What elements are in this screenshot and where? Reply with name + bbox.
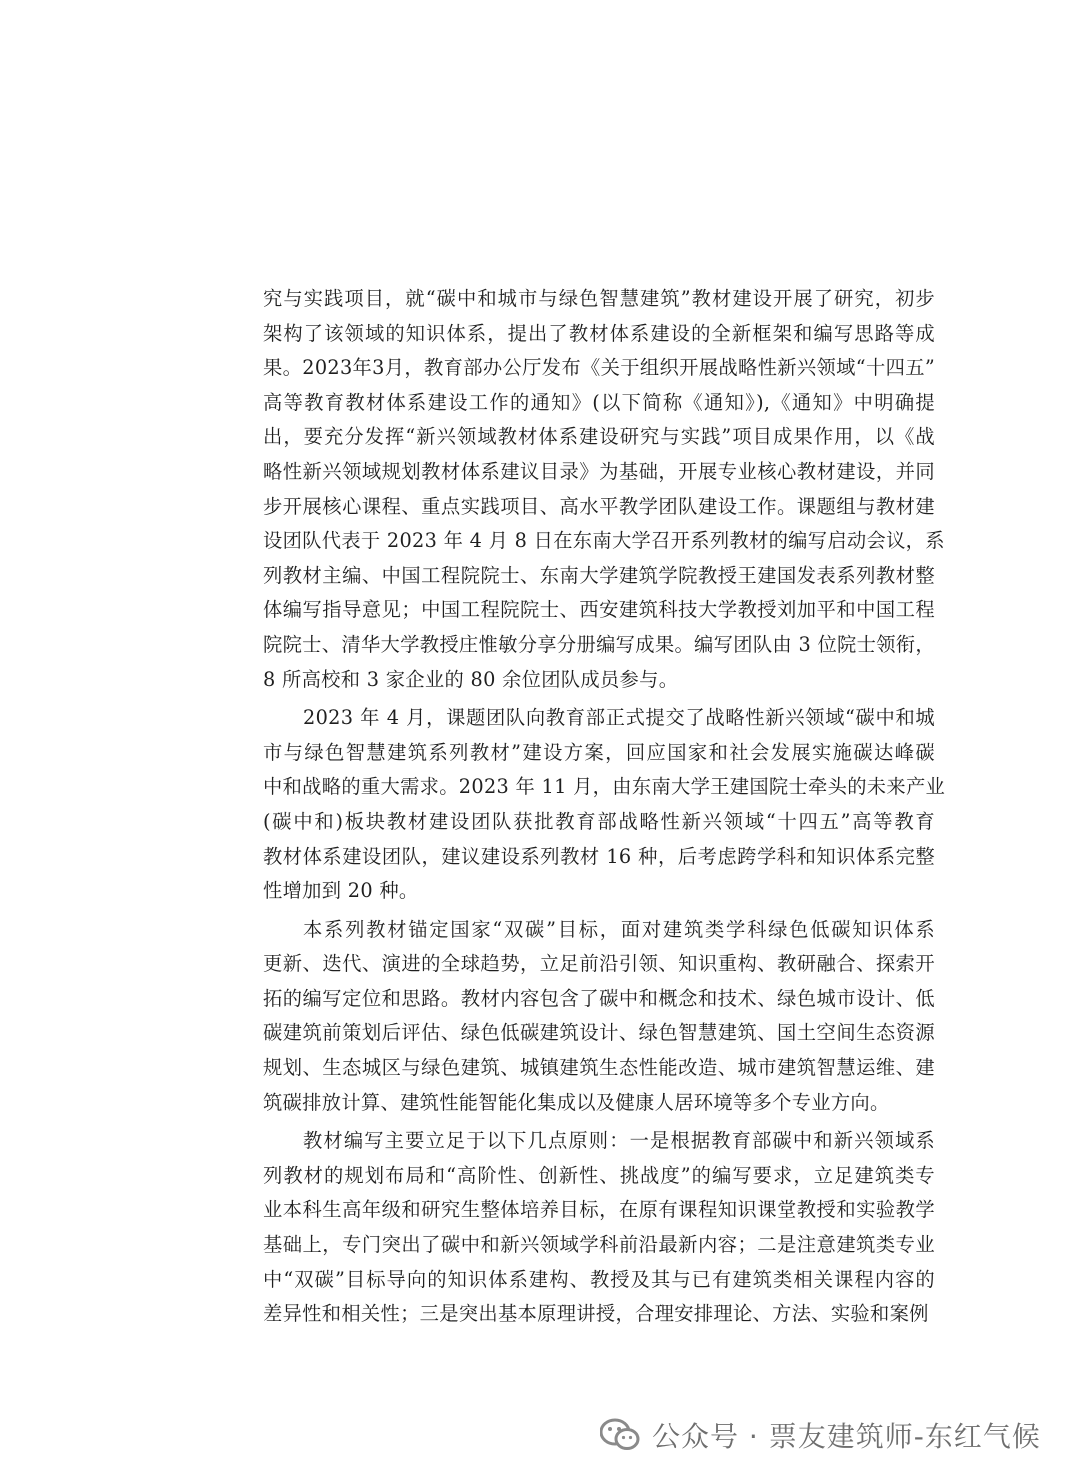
- text-line: 2023 年 4 月，课题团队向教育部正式提交了战略性新兴领域“碳中和城: [303, 706, 935, 730]
- text-line: (碳中和)板块教材建设团队获批教育部战略性新兴领域“十四五”高等教育: [263, 809, 935, 833]
- text-line: 列教材的规划布局和“高阶性、创新性、挑战度”的编写要求，立足建筑类专: [263, 1163, 935, 1187]
- wechat-official-account-icon: [600, 1418, 640, 1452]
- text-line: 中“双碳”目标导向的知识体系建构、教授及其与已有建筑类相关课程内容的: [263, 1267, 935, 1291]
- text-line: 教材体系建设团队，建议建设系列教材 16 种，后考虑跨学科和知识体系完整: [263, 844, 935, 868]
- text-line: 列教材主编、中国工程院院士、东南大学建筑学院教授王建国发表系列教材整: [263, 563, 935, 587]
- text-line: 8 所高校和 3 家企业的 80 余位团队成员参与。: [263, 667, 679, 691]
- text-line: 性增加到 20 种。: [263, 879, 419, 903]
- text-line: 略性新兴领域规划教材体系建议目录》为基础，开展专业核心教材建设，并同: [263, 459, 935, 483]
- text-line: 更新、迭代、演进的全球趋势，立足前沿引领、知识重构、教研融合、探索开: [263, 952, 935, 976]
- text-line: 高等教育教材体系建设工作的通知》(以下简称《通知》),《通知》中明确提: [263, 390, 935, 414]
- paragraph: [263, 282, 945, 697]
- body-text: [263, 282, 946, 1332]
- text-line: 市与绿色智慧建筑系列教材”建设方案，回应国家和社会发展实施碳达峰碳: [263, 740, 935, 764]
- text-line: 果。2023年3月，教育部办公厅发布《关于组织开展战略性新兴领域“十四五”: [263, 356, 935, 380]
- text-line: 拓的编写定位和思路。教材内容包含了碳中和概念和技术、绿色城市设计、低: [263, 986, 935, 1010]
- text-line: 规划、生态城区与绿色建筑、城镇建筑生态性能改造、城市建筑智慧运维、建: [263, 1056, 935, 1080]
- paragraph: [263, 913, 935, 1121]
- text-line: 中和战略的重大需求。2023 年 11 月，由东南大学王建国院士牵头的未来产业: [263, 775, 946, 799]
- text-line: 本系列教材锚定国家“双碳”目标，面对建筑类学科绿色低碳知识体系: [303, 917, 935, 941]
- text-line: 体编写指导意见；中国工程院院士、西安建筑科技大学教授刘加平和中国工程: [263, 598, 935, 622]
- paragraph: [263, 1124, 935, 1332]
- text-line: 碳建筑前策划后评估、绿色低碳建筑设计、绿色智慧建筑、国土空间生态资源: [263, 1021, 935, 1045]
- watermark-text: 公众号 · 票友建筑师-东红气候: [652, 1420, 1041, 1453]
- text-line: 步开展核心课程、重点实践项目、高水平教学团队建设工作。课题组与教材建: [263, 494, 935, 518]
- text-line: 出，要充分发挥“新兴领域教材体系建设研究与实践”项目成果作用，以《战: [263, 425, 935, 449]
- watermark: [600, 1408, 1041, 1462]
- text-line: 设团队代表于 2023 年 4 月 8 日在东南大学召开系列教材的编写启动会议，系: [263, 529, 945, 553]
- text-line: 架构了该领域的知识体系，提出了教材体系建设的全新框架和编写思路等成: [263, 321, 935, 345]
- text-line: 差异性和相关性；三是突出基本原理讲授，合理安排理论、方法、实验和案例: [263, 1302, 929, 1326]
- text-line: 筑碳排放计算、建筑性能智能化集成以及健康人居环境等多个专业方向。: [263, 1090, 890, 1114]
- text-line: 院院士、清华大学教授庄惟敏分享分册编写成果。编写团队由 3 位院士领衔，: [263, 632, 935, 656]
- text-line: 究与实践项目，就“碳中和城市与绿色智慧建筑”教材建设开展了研究，初步: [263, 287, 935, 310]
- paragraph: [263, 701, 946, 909]
- text-line: 业本科生高年级和研究生整体培养目标，在原有课程知识课堂教授和实验教学: [263, 1198, 935, 1222]
- text-line: 教材编写主要立足于以下几点原则：一是根据教育部碳中和新兴领域系: [303, 1129, 935, 1153]
- text-line: 基础上，专门突出了碳中和新兴领域学科前沿最新内容；二是注意建筑类专业: [263, 1233, 935, 1257]
